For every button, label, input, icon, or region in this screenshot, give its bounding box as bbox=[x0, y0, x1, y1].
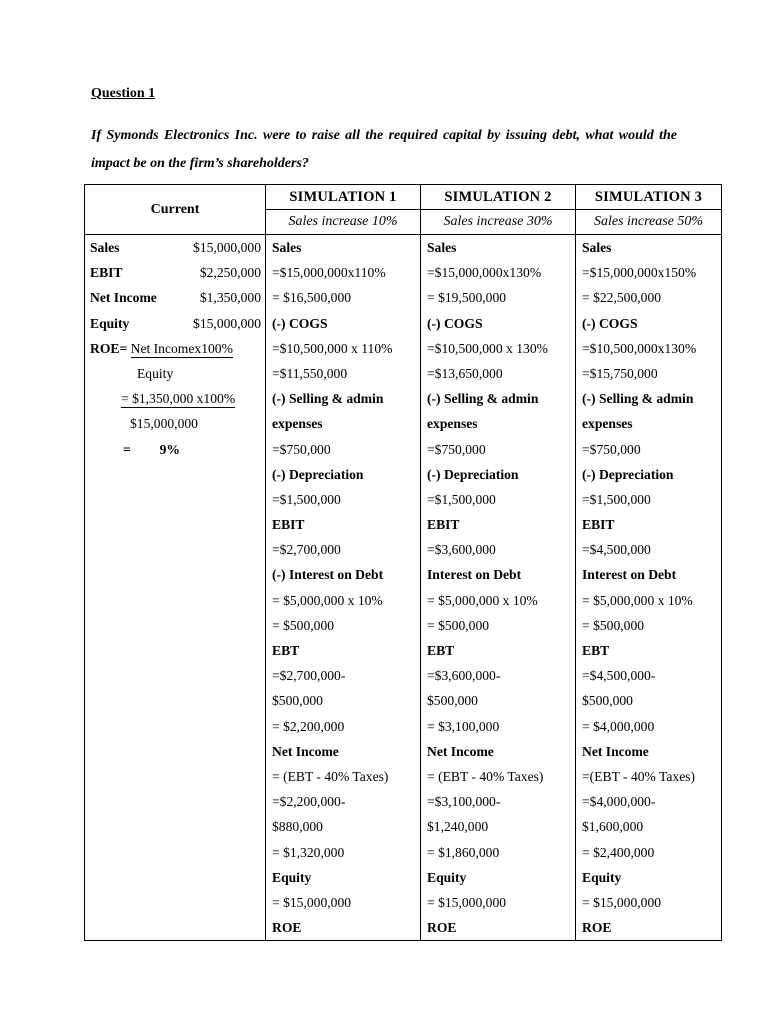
roe-formula-denominator: Equity bbox=[137, 365, 174, 381]
roe-label: ROE= bbox=[90, 340, 128, 356]
sim3-subtitle: Sales increase 50% bbox=[576, 210, 722, 235]
sim1-line: = $16,500,000 bbox=[272, 290, 352, 306]
sim2-line: Equity bbox=[427, 869, 467, 885]
sim1-line: =$750,000 bbox=[272, 441, 331, 457]
sim3-line: $1,600,000 bbox=[582, 819, 644, 835]
sim3-line: =$4,500,000 bbox=[582, 542, 651, 558]
sim2-line: = $3,100,000 bbox=[427, 718, 500, 734]
sim3-line: (-) Selling & admin bbox=[582, 391, 694, 407]
sim1-line: Sales bbox=[272, 240, 302, 255]
sim1-line: = $15,000,000 bbox=[272, 894, 352, 910]
sim2-line: ROE bbox=[427, 920, 457, 936]
roe-formula-line bbox=[85, 336, 265, 361]
sim3-line: =$10,500,000x130% bbox=[582, 340, 697, 356]
sim3-line: = $5,000,000 x 10% bbox=[582, 592, 693, 608]
sim1-line: =$15,000,000x110% bbox=[272, 265, 386, 281]
sim3-title: SIMULATION 3 bbox=[576, 185, 722, 210]
sim1-title: SIMULATION 1 bbox=[266, 185, 421, 210]
sim2-line: (-) Depreciation bbox=[427, 466, 519, 482]
sim1-line: = $2,200,000 bbox=[272, 718, 345, 734]
sim3-line: expenses bbox=[582, 416, 633, 432]
sim2-line: = $19,500,000 bbox=[427, 290, 507, 306]
sim3-line: Sales bbox=[582, 240, 612, 255]
sim2-line: =$750,000 bbox=[427, 441, 486, 457]
sim3-line: = $4,000,000 bbox=[582, 718, 655, 734]
sim2-line: $1,240,000 bbox=[427, 819, 489, 835]
current-label: Sales bbox=[90, 240, 120, 255]
sim2-line: = $5,000,000 x 10% bbox=[427, 592, 538, 608]
sim3-line: =$15,750,000 bbox=[582, 365, 658, 381]
sim2-column bbox=[421, 235, 576, 941]
sim3-line: =$4,000,000- bbox=[582, 794, 656, 810]
sim3-line: Interest on Debt bbox=[582, 567, 677, 583]
sim3-line: (-) Depreciation bbox=[582, 466, 674, 482]
current-row-net-income bbox=[85, 285, 265, 310]
sim2-line: Interest on Debt bbox=[427, 567, 522, 583]
sim2-line: = (EBT - 40% Taxes) bbox=[427, 768, 544, 784]
sim1-line: =$11,550,000 bbox=[272, 365, 348, 381]
sim2-line: EBIT bbox=[427, 517, 460, 533]
sim3-line: = $2,400,000 bbox=[582, 844, 655, 860]
current-label: Net Income bbox=[90, 290, 157, 306]
sim1-line: (-) Interest on Debt bbox=[272, 567, 384, 583]
sim1-line: = (EBT - 40% Taxes) bbox=[272, 768, 389, 784]
sim2-line: Sales bbox=[427, 240, 457, 255]
sim3-line: Equity bbox=[582, 869, 622, 885]
roe-result-line bbox=[85, 437, 265, 462]
sim1-line: (-) COGS bbox=[272, 315, 328, 331]
sim2-line: (-) COGS bbox=[427, 315, 483, 331]
sim2-line: Net Income bbox=[427, 743, 494, 759]
sim1-line: EBIT bbox=[272, 517, 305, 533]
current-row-equity bbox=[85, 311, 265, 336]
current-value: $2,250,000 bbox=[199, 265, 261, 281]
sim3-line: EBIT bbox=[582, 517, 615, 533]
sim1-line: $500,000 bbox=[272, 693, 323, 709]
current-row-sales bbox=[85, 235, 265, 260]
roe-calc-line bbox=[85, 386, 265, 411]
sim1-line: Net Income bbox=[272, 743, 339, 759]
current-header: Current bbox=[85, 185, 266, 235]
sim2-subtitle: Sales increase 30% bbox=[421, 210, 576, 235]
sim2-line: =$3,600,000- bbox=[427, 668, 501, 684]
sim2-line: EBT bbox=[427, 643, 455, 658]
sim3-line: Net Income bbox=[582, 743, 649, 759]
sim2-line: =$1,500,000 bbox=[427, 491, 496, 507]
sim3-line: (-) COGS bbox=[582, 315, 638, 331]
sim1-line: =$1,500,000 bbox=[272, 491, 341, 507]
sim3-line: EBT bbox=[582, 643, 610, 658]
simulation-table bbox=[84, 184, 722, 941]
sim2-line: = $15,000,000 bbox=[427, 894, 507, 910]
sim2-line: (-) Selling & admin bbox=[427, 391, 539, 407]
roe-result-equals: = bbox=[123, 441, 131, 457]
sim2-line: expenses bbox=[427, 416, 478, 432]
sim1-line: $880,000 bbox=[272, 819, 323, 835]
sim1-line: =$2,700,000 bbox=[272, 542, 341, 558]
current-value: $15,000,000 bbox=[193, 315, 261, 331]
sim3-line: =$15,000,000x150% bbox=[582, 265, 697, 281]
sim3-line: = $15,000,000 bbox=[582, 894, 662, 910]
sim2-line: =$3,600,000 bbox=[427, 542, 496, 558]
sim1-line: =$10,500,000 x 110% bbox=[272, 340, 393, 356]
sim3-line: =$750,000 bbox=[582, 441, 641, 457]
current-label: EBIT bbox=[90, 265, 123, 281]
current-value: $15,000,000 bbox=[193, 240, 261, 255]
sim2-line: =$3,100,000- bbox=[427, 794, 501, 810]
sim1-line: ROE bbox=[272, 920, 302, 936]
question-heading: Question 1 bbox=[91, 86, 156, 101]
sim3-line: $500,000 bbox=[582, 693, 633, 709]
roe-result: 9% bbox=[159, 441, 180, 457]
sim2-title: SIMULATION 2 bbox=[421, 185, 576, 210]
question-text: If Symonds Electronics Inc. were to raise all the required capital by issuing debt, what would the impact be on the firm’s shareholders? bbox=[91, 128, 677, 171]
sim1-line: =$2,700,000- bbox=[272, 668, 346, 684]
sim3-line: =(EBT - 40% Taxes) bbox=[582, 768, 696, 784]
sim1-line: = $500,000 bbox=[272, 617, 335, 633]
roe-formula-numerator: Net Incomex100% bbox=[130, 340, 233, 356]
sim3-line: ROE bbox=[582, 920, 612, 936]
sim1-line: EBT bbox=[272, 643, 300, 658]
sim3-line: = $500,000 bbox=[582, 617, 645, 633]
sim2-line: =$10,500,000 x 130% bbox=[427, 340, 548, 356]
sim1-line: (-) Selling & admin bbox=[272, 391, 384, 407]
sim2-line: = $1,860,000 bbox=[427, 844, 500, 860]
sim1-line: =$2,200,000- bbox=[272, 794, 346, 810]
sim2-line: $500,000 bbox=[427, 693, 478, 709]
current-row-ebit bbox=[85, 260, 265, 285]
current-label: Equity bbox=[90, 315, 130, 331]
current-column bbox=[85, 235, 266, 941]
sim1-line: expenses bbox=[272, 416, 323, 432]
sim1-subtitle: Sales increase 10% bbox=[266, 210, 421, 235]
sim3-column bbox=[576, 235, 722, 941]
sim2-line: =$15,000,000x130% bbox=[427, 265, 542, 281]
sim1-line: = $1,320,000 bbox=[272, 844, 345, 860]
sim1-line: (-) Depreciation bbox=[272, 466, 364, 482]
sim3-line: =$1,500,000 bbox=[582, 491, 651, 507]
sim3-line: = $22,500,000 bbox=[582, 290, 662, 306]
roe-calc-numerator: = $1,350,000 x100% bbox=[121, 391, 236, 407]
roe-calc-denominator: $15,000,000 bbox=[130, 416, 198, 432]
sim1-line: = $5,000,000 x 10% bbox=[272, 592, 383, 608]
current-value: $1,350,000 bbox=[199, 290, 261, 306]
sim3-line: =$4,500,000- bbox=[582, 668, 656, 684]
sim1-column bbox=[266, 235, 421, 941]
sim2-line: = $500,000 bbox=[427, 617, 490, 633]
sim2-line: =$13,650,000 bbox=[427, 365, 503, 381]
sim1-line: Equity bbox=[272, 869, 312, 885]
